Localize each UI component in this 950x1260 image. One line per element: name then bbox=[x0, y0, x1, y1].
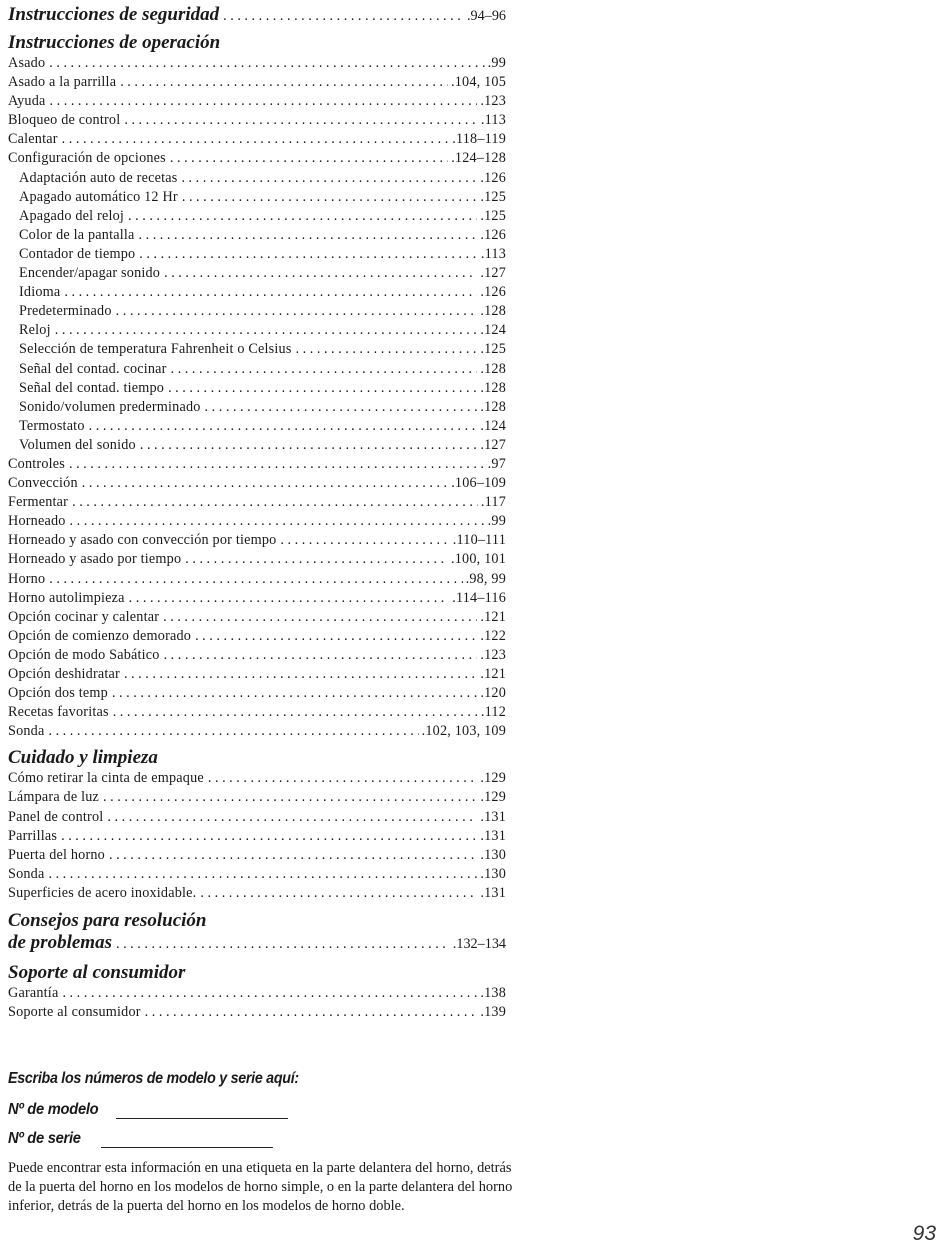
page-ref: .121 bbox=[480, 608, 506, 625]
entry-label: Color de la pantalla bbox=[19, 226, 135, 243]
toc-entry bbox=[8, 130, 506, 149]
page-ref: .110–111 bbox=[452, 532, 506, 549]
leader-dots bbox=[280, 531, 449, 550]
model-number-row bbox=[8, 1101, 528, 1119]
table-of-contents bbox=[8, 4, 506, 1022]
toc-entry bbox=[8, 608, 506, 627]
toc-entry bbox=[8, 379, 506, 398]
page-ref: .99 bbox=[487, 513, 506, 530]
leader-dots bbox=[171, 360, 478, 379]
toc-entry bbox=[8, 417, 506, 436]
toc-entry bbox=[8, 627, 506, 646]
entry-label: Lámpara de luz bbox=[8, 789, 100, 806]
toc-entry bbox=[8, 769, 506, 788]
page-ref: .121 bbox=[480, 666, 506, 682]
entry-label: Horneado y asado con convección por tiempo bbox=[8, 532, 277, 549]
page-ref: .130 bbox=[480, 846, 506, 863]
leader-dots bbox=[139, 245, 478, 264]
page-ref: .127 bbox=[480, 436, 506, 453]
entry-label: Señal del contad. tiempo bbox=[19, 379, 165, 396]
entry-label: Opción de modo Sabático bbox=[8, 646, 160, 663]
toc-list-operacion-cont bbox=[8, 455, 506, 741]
page-ref: .124 bbox=[480, 417, 506, 434]
leader-dots bbox=[223, 8, 464, 25]
section-title: de problemas bbox=[8, 932, 112, 954]
toc-list-soporte bbox=[8, 984, 506, 1022]
leader-dots bbox=[109, 846, 477, 865]
toc-entry bbox=[8, 207, 506, 226]
page-ref: .100, 101 bbox=[450, 551, 506, 568]
entry-label: Horno autolimpieza bbox=[8, 589, 125, 606]
toc-entry bbox=[8, 1003, 506, 1022]
page-ref: .132–134 bbox=[452, 936, 506, 953]
leader-dots bbox=[128, 207, 477, 226]
entry-label: Predeterminado bbox=[19, 303, 112, 320]
leader-dots bbox=[82, 474, 448, 493]
toc-entry bbox=[8, 149, 506, 168]
leader-dots bbox=[145, 1003, 478, 1022]
page-ref: .129 bbox=[480, 789, 506, 806]
entry-label: Termostato bbox=[19, 417, 85, 434]
page-ref: .139 bbox=[480, 1004, 506, 1021]
entry-label: Opción de comienzo demorado bbox=[8, 627, 192, 644]
toc-entry bbox=[8, 512, 506, 531]
leader-dots bbox=[120, 73, 448, 92]
entry-label: Reloj bbox=[19, 322, 51, 339]
leader-dots bbox=[164, 264, 477, 283]
entry-label: Señal del contad. cocinar bbox=[19, 360, 167, 377]
leader-dots bbox=[116, 936, 450, 953]
leader-dots bbox=[164, 646, 478, 665]
leader-dots bbox=[124, 665, 477, 684]
entry-label: Sonido/volumen prederminado bbox=[19, 398, 201, 415]
toc-heading-operacion: Instrucciones de operación bbox=[8, 32, 221, 53]
entry-label: Bloqueo de control bbox=[8, 112, 121, 129]
page-ref: .118–119 bbox=[452, 131, 506, 148]
entry-label: Superficies de acero inoxidable. bbox=[8, 884, 197, 901]
model-number-blank bbox=[116, 1102, 288, 1119]
toc-entry bbox=[8, 245, 506, 264]
toc-entry bbox=[8, 283, 506, 302]
entry-label: Fermentar bbox=[8, 494, 69, 511]
serial-number-blank bbox=[101, 1131, 273, 1148]
leader-dots bbox=[50, 92, 478, 111]
toc-entry bbox=[8, 550, 506, 569]
page-ref: .102, 103, 109 bbox=[421, 723, 506, 740]
page-ref: .129 bbox=[480, 770, 506, 787]
page-ref: .125 bbox=[480, 207, 506, 224]
leader-dots bbox=[181, 169, 477, 188]
toc-entry bbox=[8, 665, 506, 684]
page-ref: .127 bbox=[480, 265, 506, 282]
toc-entry bbox=[8, 321, 506, 340]
entry-label: Opción dos temp bbox=[8, 685, 108, 702]
serial-number-row bbox=[8, 1130, 528, 1148]
toc-heading-seguridad bbox=[8, 4, 506, 26]
toc-entry bbox=[8, 73, 506, 92]
leader-dots bbox=[163, 608, 477, 627]
page-ref: .126 bbox=[480, 226, 506, 243]
leader-dots bbox=[129, 589, 450, 608]
toc-entry bbox=[8, 827, 506, 846]
toc-entry bbox=[8, 984, 506, 1003]
page-ref: .122 bbox=[480, 627, 506, 644]
toc-sublist-configuracion bbox=[8, 169, 506, 455]
entry-label: Selección de temperatura Fahrenheit o Celsius bbox=[19, 341, 292, 358]
toc-entry bbox=[8, 226, 506, 245]
entry-label: Adaptación auto de recetas bbox=[19, 169, 178, 186]
location-note: Puede encontrar esta información en una etiqueta en la parte delantera del horno, detrás de la puerta del horno en los modelos de horno simple, o en la parte delantera del horno inferior, detrás de la puerta del horno en los modelos de horno doble. bbox=[8, 1160, 513, 1215]
page-ref: .99 bbox=[487, 55, 506, 71]
toc-entry bbox=[8, 788, 506, 807]
leader-dots bbox=[49, 54, 484, 73]
toc-heading-soporte: Soporte al consumidor bbox=[8, 962, 186, 984]
page-ref: .104, 105 bbox=[450, 74, 506, 91]
toc-entry bbox=[8, 169, 506, 188]
leader-dots bbox=[139, 226, 478, 245]
model-number-label: Nº de modelo bbox=[8, 1101, 99, 1118]
page-ref: .126 bbox=[480, 169, 506, 186]
page-ref: .123 bbox=[480, 646, 506, 663]
page-ref: .106–109 bbox=[451, 475, 506, 492]
model-serial-section bbox=[8, 1070, 528, 1217]
leader-dots bbox=[195, 627, 477, 646]
records-title: Escriba los números de modelo y serie aquí: bbox=[8, 1070, 299, 1087]
toc-entry bbox=[8, 808, 506, 827]
page-ref: .97 bbox=[487, 455, 506, 472]
toc-entry bbox=[8, 493, 506, 512]
entry-label: Apagado del reloj bbox=[19, 207, 125, 224]
page-ref: .128 bbox=[480, 379, 506, 396]
toc-entry bbox=[8, 474, 506, 493]
leader-dots bbox=[107, 808, 477, 827]
page-ref: .124 bbox=[480, 322, 506, 339]
toc-entry bbox=[8, 92, 506, 111]
page-ref: .138 bbox=[480, 985, 506, 1002]
entry-label: Configuración de opciones bbox=[8, 150, 166, 167]
entry-label: Asado a la parrilla bbox=[8, 74, 117, 91]
toc-entry bbox=[8, 264, 506, 283]
page-ref: .124–128 bbox=[451, 150, 506, 167]
entry-label: Puerta del horno bbox=[8, 846, 105, 863]
entry-label: Parrillas bbox=[8, 827, 58, 844]
entry-label: Idioma bbox=[19, 284, 61, 301]
toc-heading-consejos-line1: Consejos para resolución bbox=[8, 910, 207, 932]
entry-label: Calentar bbox=[8, 131, 58, 148]
entry-label: Sonda bbox=[8, 865, 45, 882]
section-title: Instrucciones de seguridad bbox=[8, 4, 220, 25]
leader-dots bbox=[70, 512, 485, 531]
toc-entry bbox=[8, 54, 506, 73]
entry-label: Opción deshidratar bbox=[8, 666, 120, 682]
entry-label: Opción cocinar y calentar bbox=[8, 608, 160, 625]
entry-label: Panel de control bbox=[8, 808, 104, 825]
leader-dots bbox=[208, 769, 477, 788]
toc-entry bbox=[8, 111, 506, 130]
page-ref: .131 bbox=[480, 884, 506, 901]
entry-label: Encender/apagar sonido bbox=[19, 265, 161, 282]
leader-dots bbox=[103, 788, 477, 807]
toc-entry bbox=[8, 302, 506, 321]
entry-label: Cómo retirar la cinta de empaque bbox=[8, 770, 204, 787]
leader-dots bbox=[48, 865, 477, 884]
page-ref: .114–116 bbox=[452, 589, 506, 606]
page-ref: .125 bbox=[480, 341, 506, 358]
leader-dots bbox=[182, 188, 478, 207]
page-ref: .117 bbox=[480, 494, 506, 511]
page-ref: .113 bbox=[480, 245, 506, 262]
entry-label: Convección bbox=[8, 475, 78, 492]
leader-dots bbox=[170, 149, 448, 168]
page-ref: .125 bbox=[480, 188, 506, 205]
page-ref: .123 bbox=[480, 93, 506, 110]
page-ref: .120 bbox=[480, 685, 506, 702]
page-ref: .126 bbox=[480, 284, 506, 301]
toc-entry bbox=[8, 865, 506, 884]
entry-label: Apagado automático 12 Hr bbox=[19, 188, 178, 205]
entry-label: Ayuda bbox=[8, 93, 46, 110]
toc-entry bbox=[8, 589, 506, 608]
entry-label: Controles bbox=[8, 455, 65, 472]
page-ref: .128 bbox=[480, 398, 506, 415]
toc-list-cuidado bbox=[8, 769, 506, 903]
page-ref: .94–96 bbox=[466, 8, 506, 24]
toc-entry bbox=[8, 455, 506, 474]
toc-entry bbox=[8, 684, 506, 703]
leader-dots bbox=[72, 493, 478, 512]
page-ref: .98, 99 bbox=[465, 570, 506, 587]
leader-dots bbox=[62, 130, 450, 149]
leader-dots bbox=[55, 321, 478, 340]
page-number: 93 bbox=[912, 1222, 936, 1245]
toc-entry bbox=[8, 722, 506, 741]
leader-dots bbox=[140, 436, 478, 455]
toc-entry bbox=[8, 531, 506, 550]
entry-label: Garantía bbox=[8, 985, 59, 1002]
page-ref: .112 bbox=[480, 704, 506, 721]
leader-dots bbox=[124, 111, 478, 130]
toc-entry bbox=[8, 703, 506, 722]
entry-label: Sonda bbox=[8, 723, 45, 740]
leader-dots bbox=[185, 550, 448, 569]
toc-entry bbox=[8, 846, 506, 865]
leader-dots bbox=[61, 827, 477, 846]
leader-dots bbox=[200, 884, 477, 903]
page-ref: .128 bbox=[480, 303, 506, 320]
leader-dots bbox=[48, 722, 418, 741]
toc-entry bbox=[8, 398, 506, 417]
leader-dots bbox=[168, 379, 477, 398]
leader-dots bbox=[69, 455, 485, 474]
page-ref: .128 bbox=[480, 360, 506, 377]
page-ref: .131 bbox=[480, 808, 506, 825]
leader-dots bbox=[116, 302, 478, 321]
entry-label: Asado bbox=[8, 55, 46, 71]
toc-heading-consejos bbox=[8, 932, 506, 954]
leader-dots bbox=[112, 684, 477, 703]
toc-entry bbox=[8, 570, 506, 589]
leader-dots bbox=[62, 984, 477, 1003]
serial-number-label: Nº de serie bbox=[8, 1130, 81, 1147]
entry-label: Recetas favoritas bbox=[8, 704, 109, 721]
toc-list-operacion bbox=[8, 54, 506, 169]
toc-entry bbox=[8, 360, 506, 379]
entry-label: Horneado bbox=[8, 513, 66, 530]
leader-dots bbox=[64, 283, 477, 302]
leader-dots bbox=[205, 398, 478, 417]
entry-label: Horno bbox=[8, 570, 46, 587]
leader-dots bbox=[296, 340, 478, 359]
entry-label: Horneado y asado por tiempo bbox=[8, 551, 182, 568]
toc-heading-cuidado: Cuidado y limpieza bbox=[8, 747, 158, 769]
toc-entry bbox=[8, 884, 506, 903]
leader-dots bbox=[113, 703, 478, 722]
toc-entry bbox=[8, 340, 506, 359]
page-ref: .130 bbox=[480, 865, 506, 882]
toc-entry bbox=[8, 646, 506, 665]
leader-dots bbox=[89, 417, 478, 436]
page-ref: .131 bbox=[480, 827, 506, 844]
page-ref: .113 bbox=[480, 112, 506, 129]
leader-dots bbox=[49, 570, 462, 589]
toc-entry bbox=[8, 188, 506, 207]
entry-label: Contador de tiempo bbox=[19, 245, 136, 262]
entry-label: Soporte al consumidor bbox=[8, 1004, 141, 1021]
toc-entry bbox=[8, 436, 506, 455]
entry-label: Volumen del sonido bbox=[19, 436, 136, 453]
